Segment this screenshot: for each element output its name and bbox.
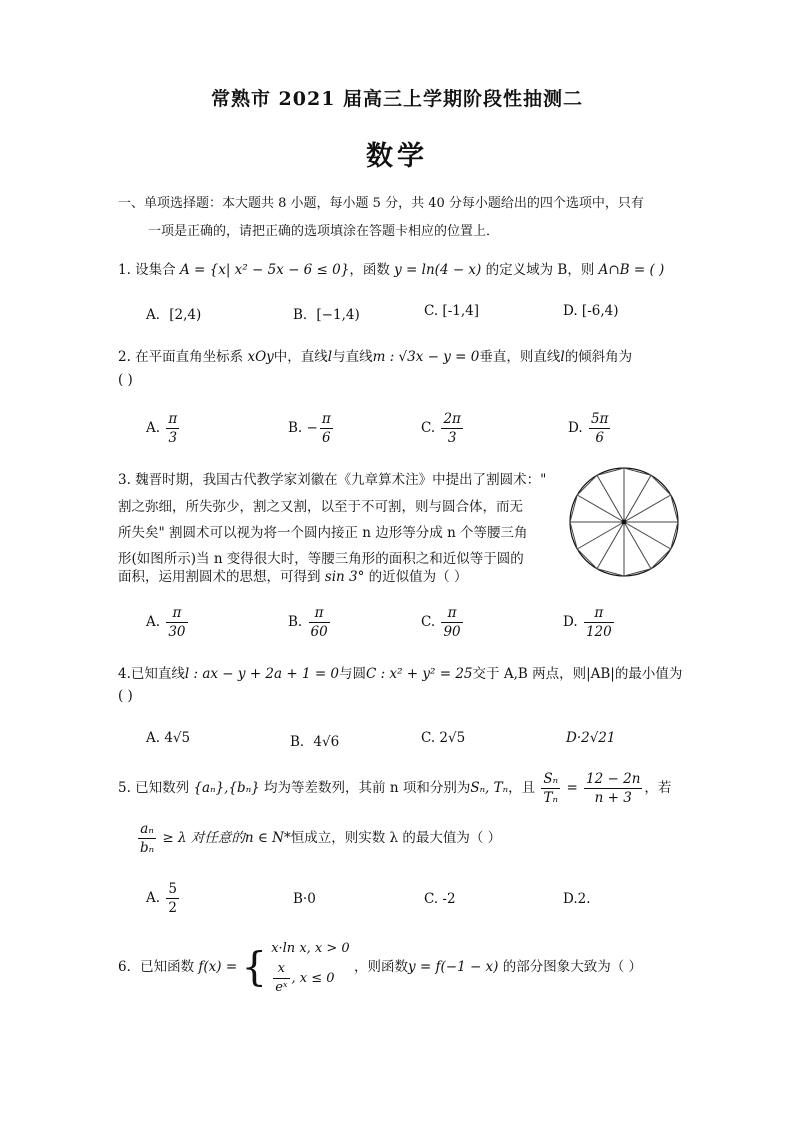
q3-option-b[interactable]: B. $\frac{\pi}{60}$ xyxy=(288,605,328,640)
q4-option-b[interactable]: B．4√6 xyxy=(290,734,340,750)
q1-option-d[interactable]: D. [-6,4) xyxy=(563,303,619,319)
radius-line xyxy=(577,522,624,549)
section-instructions-line2: 一项是正确的，请把正确的选项填涂在答题卡相应的位置上． xyxy=(148,224,500,239)
q1-option-b[interactable]: B．[−1,4) xyxy=(293,307,360,323)
q3-option-c[interactable]: C. $\frac{\pi}{90}$ xyxy=(421,605,461,640)
q3-option-d[interactable]: D. $\frac{\pi}{120}$ xyxy=(563,605,612,640)
radius-line xyxy=(624,495,671,522)
q3-option-a[interactable]: A. $\frac{\pi}{30}$ xyxy=(146,605,186,640)
q2-answer-bracket: ( ) xyxy=(118,372,133,388)
question-4: 4.已知直线l : ax − y + 2a + 1 = 0与圆C : x² + y² = 25交于 A,B 两点，则|AB|的最小值为 xyxy=(118,666,683,682)
piecewise-brace: { xyxy=(241,944,267,991)
function-expression: y = ln(4 − x) xyxy=(394,262,482,278)
question-3-line4: 形(如图所示)当 n 变得很大时，等腰三角形的面积之和近似等于圆的 xyxy=(118,551,524,567)
radius-line xyxy=(624,522,651,569)
radius-line xyxy=(597,475,624,522)
q5-option-d[interactable]: D.2. xyxy=(563,891,591,907)
piecewise-cases: x·ln x, x > 0 $\frac{x}{\text{eˣ}}$ , x ≤ 0 xyxy=(271,941,350,995)
q5-option-c[interactable]: C. -2 xyxy=(424,891,456,907)
radius-line xyxy=(624,522,671,549)
q4-option-a[interactable]: A. 4√5 xyxy=(146,730,191,746)
q5-option-b[interactable]: B·0 xyxy=(293,891,316,907)
inscribed-polygon-figure xyxy=(568,466,680,582)
q2-option-b[interactable]: B. − $\frac{\pi}{6}$ xyxy=(288,411,331,446)
circle-c-expression: C : x² + y² = 25 xyxy=(366,666,473,682)
q2-option-a[interactable]: A. $\frac{\pi}{3}$ xyxy=(146,411,178,446)
subject-title: 数学 xyxy=(366,141,428,172)
question-2: 2. 在平面直角坐标系 xOy中，直线l与直线m : √3x − y = 0垂直，则直线l的倾斜角为 xyxy=(118,349,633,365)
question-3-line2: 割之弥细，所失弥少，割之又割，以至于不可割，则与圆合体，而无 xyxy=(118,499,523,515)
question-5-line2: $\frac{\text{aₙ}}{\text{bₙ}}$ ≥ λ 对任意的n ∈ N*恒成立，则实数 λ 的最大值为（ ） xyxy=(140,821,502,856)
question-5-line1: 5. 已知数列 {aₙ},{bₙ} 均为等差数列，其前 n 项和分别为Sₙ, Tₙ，且 $\frac{\text{Sₙ}}{\text{Tₙ}}$ = $\frac{12 - 2n}{n + 3}$ ，若 xyxy=(118,771,672,806)
radius-line xyxy=(597,522,624,569)
q4-option-d[interactable]: D·2√21 xyxy=(566,730,616,746)
q1-option-a[interactable]: A．[2,4) xyxy=(146,307,202,323)
question-6: 6．已知函数 f(x) = { x·ln x, x > 0 $\frac{x}{\text{eˣ}}$ , x ≤ 0 ，则函数y = f(−1 − x) 的部分图象大致为（ ） xyxy=(118,938,642,997)
q1-option-c[interactable]: C. [-1,4] xyxy=(424,303,479,319)
line-m-expression: m : √3x − y = 0 xyxy=(372,349,480,365)
q2-option-d[interactable]: D. $\frac{5\pi}{6}$ xyxy=(568,411,609,446)
q2-option-c[interactable]: C. $\frac{2\pi}{3}$ xyxy=(421,411,461,446)
question-1: 1. 设集合 A = {x| x² − 5x − 6 ≤ 0}，函数 y = ln(4 − x) 的定义域为 B，则 A∩B = ( ) xyxy=(118,262,665,278)
line-l-expression: l : ax − y + 2a + 1 = 0 xyxy=(184,666,340,682)
question-3-line3: 所失矣" 割圆术可以视为将一个圆内接正 n 边形等分成 n 个等腰三角 xyxy=(118,525,528,541)
polygon-diagram xyxy=(568,466,680,578)
page-title: 常熟市 2021 届高三上学期阶段性抽测二 xyxy=(210,88,584,110)
radius-line xyxy=(577,495,624,522)
q4-option-c[interactable]: C. 2√5 xyxy=(421,730,466,746)
radius-line xyxy=(624,475,651,522)
section-instructions-line1: 一、单项选择题：本大题共 8 小题，每小题 5 分，共 40 分每小题给出的四个选项中，只有 xyxy=(118,196,644,211)
question-3-line5: 面积，运用割圆术的思想，可得到 sin 3° 的近似值为（ ） xyxy=(118,569,468,585)
question-3-line1: 3. 魏晋时期，我国古代教学家刘徽在《九章算术注》中提出了割圆术：" xyxy=(118,472,547,488)
q5-option-a[interactable]: A. $\frac{5}{2}$ xyxy=(146,881,177,916)
set-expression: A = {x| x² − 5x − 6 ≤ 0} xyxy=(179,262,350,278)
q4-answer-bracket: ( ) xyxy=(118,688,133,704)
